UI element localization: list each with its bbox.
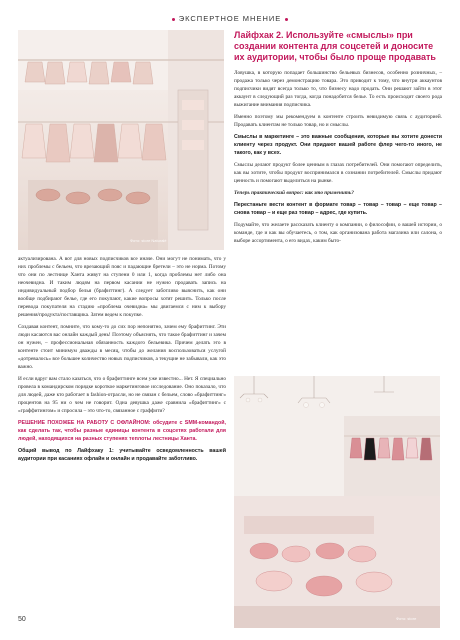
paragraph: Ловушка, в которую попадает большинство бельевых бизнесов, особенно розничных, – продажа только через демонстрацию товара. Это приводит к тому, что внутри аккаунтов подписчики видят всегда только то, что бизнесу надо продать. Они решают зайти в этот аккаунт в следующий раз тогда, когда понадобится белье. То есть происходит своего рода выжигание внимания подписчика. — [234, 70, 442, 108]
practical-question: Теперь практический вопрос: как это применить? — [234, 190, 354, 196]
store-photo-top — [18, 30, 224, 250]
solution-paragraph: РЕШЕНИЕ ПОХОЖЕЕ НА РАБОТУ С ОФЛАЙНОМ: обсудите с SMM-командой, как сделать так, чтобы разные единицы контента в соцсетях работали для людей, находящихся на разных ступенях теплоты лестницы Ханта. — [18, 420, 226, 442]
paragraph: актуализирована. А вот для новых подписчиков все иначе. Они могут не понимать, что у них проблемы с бельем, что врезающий пояс и падающие бретели – это не норма. Потому что они по лестнице Ханта живут на ступени 0 или 1, когда проблемы нет либо она неочевидна. И таким людям на первом касании не нужно продавать запись на индивидуальный подбор белья (брафиттинг). А следует заботливо выяснить, как они вообще подбирают белье, где его покупают, какие вопросы хотят решить. Только после перевода покупателя на стадию «проблема очевидна» мы двигаемся с ним к выбору решения/продукта/поставщика. Затем ведем к покупке. — [18, 256, 226, 318]
highlight-paragraph: Перестаньте вести контент в формате товар – товар – товар – еще товар – снова товар – и еще раз товар – адрес, где купить. — [234, 202, 442, 216]
bullet-icon — [172, 18, 175, 21]
page-number: 50 — [18, 616, 26, 623]
left-column — [18, 255, 226, 467]
section-header-title: ЭКСПЕРТНОЕ МНЕНИЕ — [178, 14, 282, 23]
paragraph: Смыслы делают продукт более ценным в глазах потребителей. Они помогают определить, как вы хотите, чтобы продукт воспринимался в сознании потребителей. Смыслы придают ценность и помогают выделиться на рынке. — [234, 162, 442, 184]
bullet-icon — [285, 18, 288, 21]
section-header — [0, 14, 460, 23]
paragraph: И если вдруг вам стало казаться, что о брафиттинге всем уже известно... Нет. Я специально провела в командирском порядке короткое маркетинговое исследование. Оно показало, что для людей, даже кто работает в fashion-отрасли, но не связан с бельем, слово «брафиттинг» процентов на 95 ни о чем не говорит. Одна девушка даже сравнила «брафиттинг» с «граффитингом» и спросила – это что-то, связанное с граффити? — [18, 376, 226, 414]
photo-credit-bottom: Фото: store — [396, 616, 417, 621]
lifehack-2-heading: Лайфхак 2. Используйте «смыслы» при создании контента для соцсетей и доносите их аудитории, чтобы было проще продавать — [234, 30, 436, 62]
conclusion-paragraph: Общий вывод по Лайфхаку 1: учитывайте осведомленность вашей аудитории при касаниях офлайн и онлайн и продавайте заботливо. — [18, 448, 226, 462]
paragraph: Именно поэтому мы рекомендуем в контенте строить невидимую связь с аудиторией. Продавать клиентам не только товар, но и смыслы. — [234, 114, 442, 128]
paragraph: Подумайте, что желаете рассказать клиенту о компании, о философии, о вашей истории, о команде, где и как вы обучаетесь, о том, как организована работа магазина или салона, о выборе ассортимента, о его видах, каким быто- — [234, 222, 442, 244]
photo-credit-top: Фото: store Naturalé — [130, 238, 167, 243]
store-photo-bottom — [234, 376, 440, 628]
highlight-paragraph: Смыслы в маркетинге – это важные сообщения, которые вы хотите донести клиенту через продукт. Они придают вашей работе флер чего-то иного, не такого, как у всех. — [234, 134, 442, 156]
lingerie-store-illustration — [18, 30, 224, 250]
right-column — [234, 30, 442, 249]
paragraph: Создавая контент, помните, что кому-то до сих пор непонятно, зачем ему брафиттинг. Эти люди касаются вас онлайн каждый день! Поэтому объяснять, что такое брафиттинг и зачем он нужен, – профессиональная обязанность каждого бельевика. Причем делать это в контенте стоит минимум дважды в месяц, чтобы до желания воспользоваться услугой «дотревалось» все большее количество новых подписчиков, а текущие не забывали, как это важно. — [18, 324, 226, 370]
boutique-illustration — [234, 376, 440, 628]
